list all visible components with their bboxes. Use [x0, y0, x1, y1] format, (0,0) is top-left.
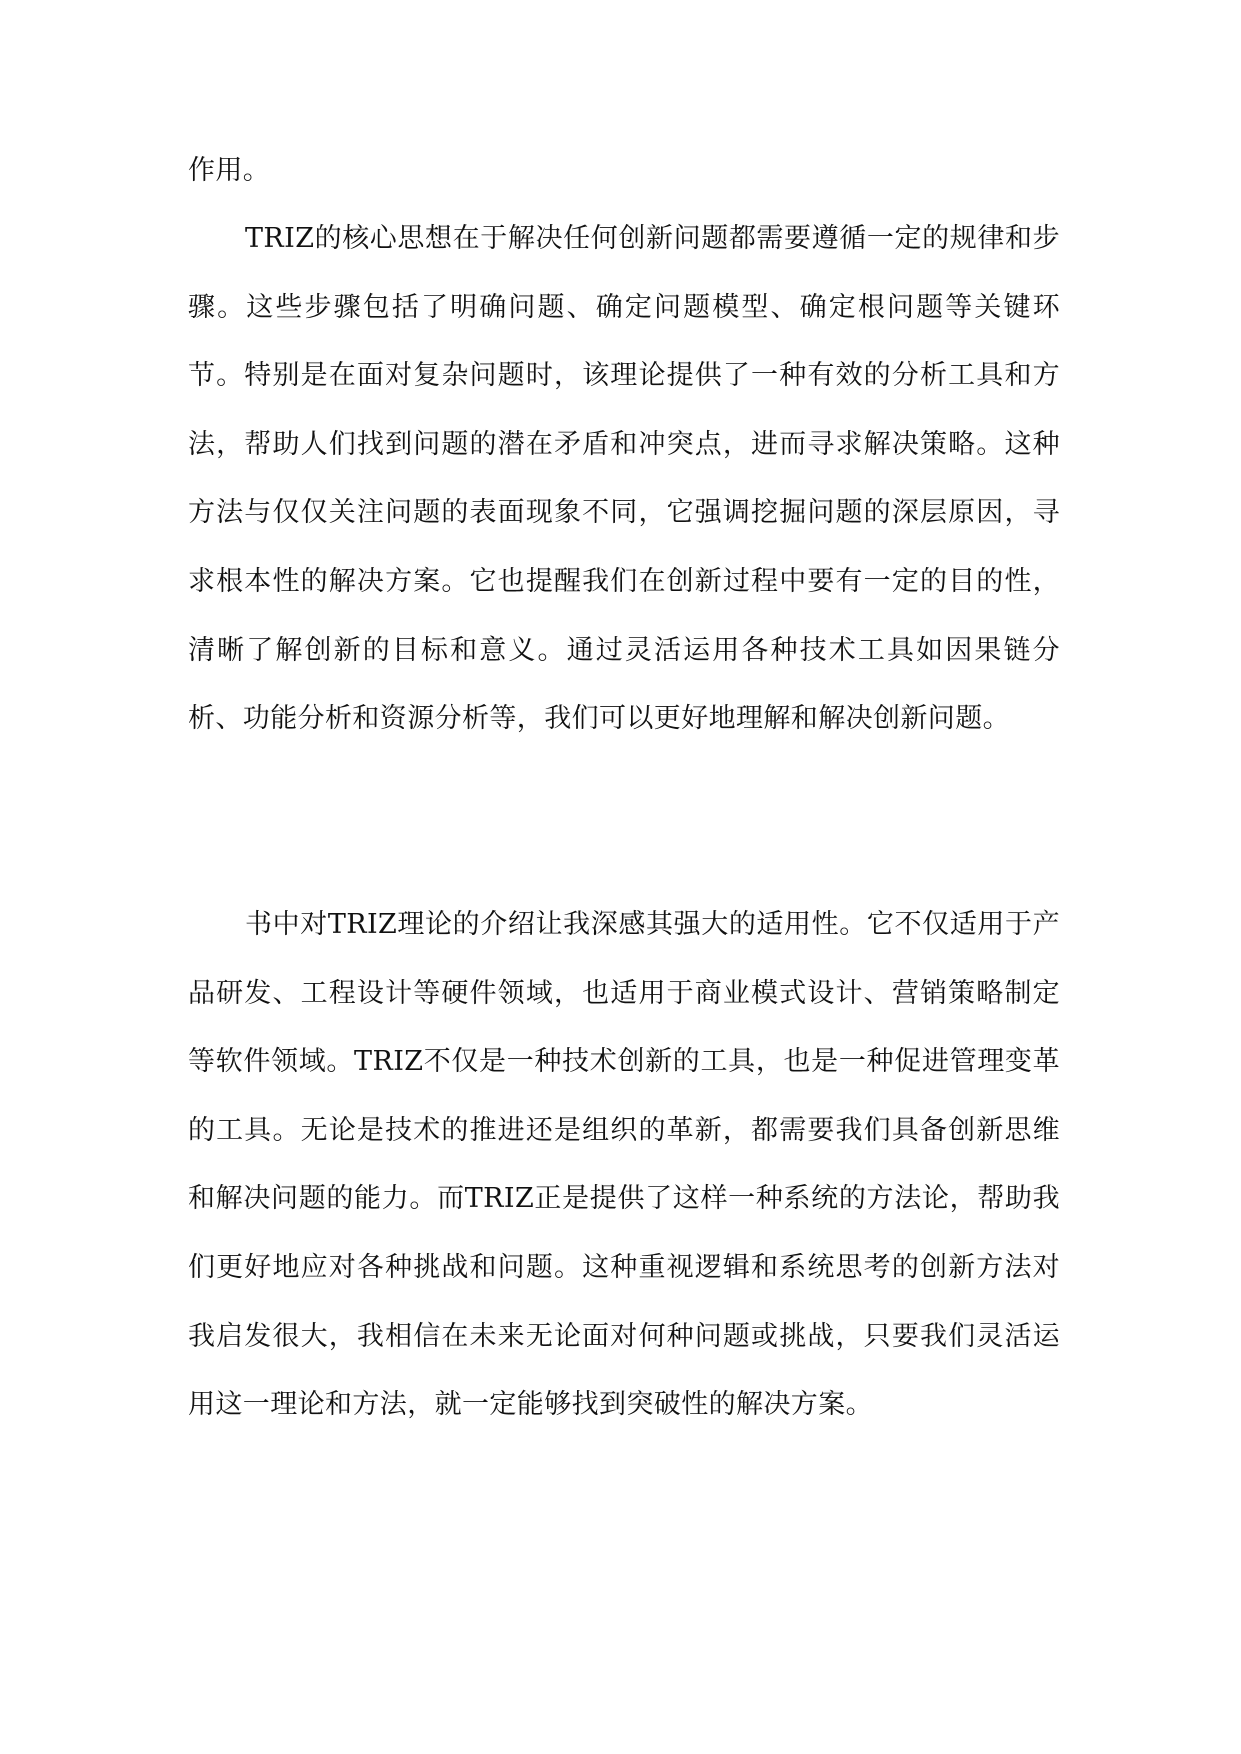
- paragraph-continuation: 作用。: [188, 155, 271, 186]
- paragraph-triz-applicability: 书中对TRIZ理论的介绍让我深感其强大的适用性。它不仅适用于产品研发、工程设计等硬件领域，也适用于商业模式设计、营销策略制定等软件领域。TRIZ不仅是一种技术创新的工具，也是一种促进管理变革的工具。无论是技术的推进还是组织的革新，都需要我们具备创新思维和解决问题的能力。而TRIZ正是提供了这样一种系统的方法论，帮助我们更好地应对各种挑战和问题。这种重视逻辑和系统思考的创新方法对我启发很大，我相信在未来无论面对何种问题或挑战，只要我们灵活运用这一理论和方法，就一定能够找到突破性的解决方案。: [188, 909, 1060, 1421]
- paragraph-triz-core-idea: TRIZ的核心思想在于解决任何创新问题都需要遵循一定的规律和步骤。这些步骤包括了明确问题、确定问题模型、确定根问题等关键环节。特别是在面对复杂问题时，该理论提供了一种有效的分析工具和方法，帮助人们找到问题的潜在矛盾和冲突点，进而寻求解决策略。这种方法与仅仅关注问题的表面现象不同，它强调挖掘问题的深层原因，寻求根本性的解决方案。它也提醒我们在创新过程中要有一定的目的性，清晰了解创新的目标和意义。通过灵活运用各种技术工具如因果链分析、功能分析和资源分析等，我们可以更好地理解和解决创新问题。: [188, 223, 1060, 735]
